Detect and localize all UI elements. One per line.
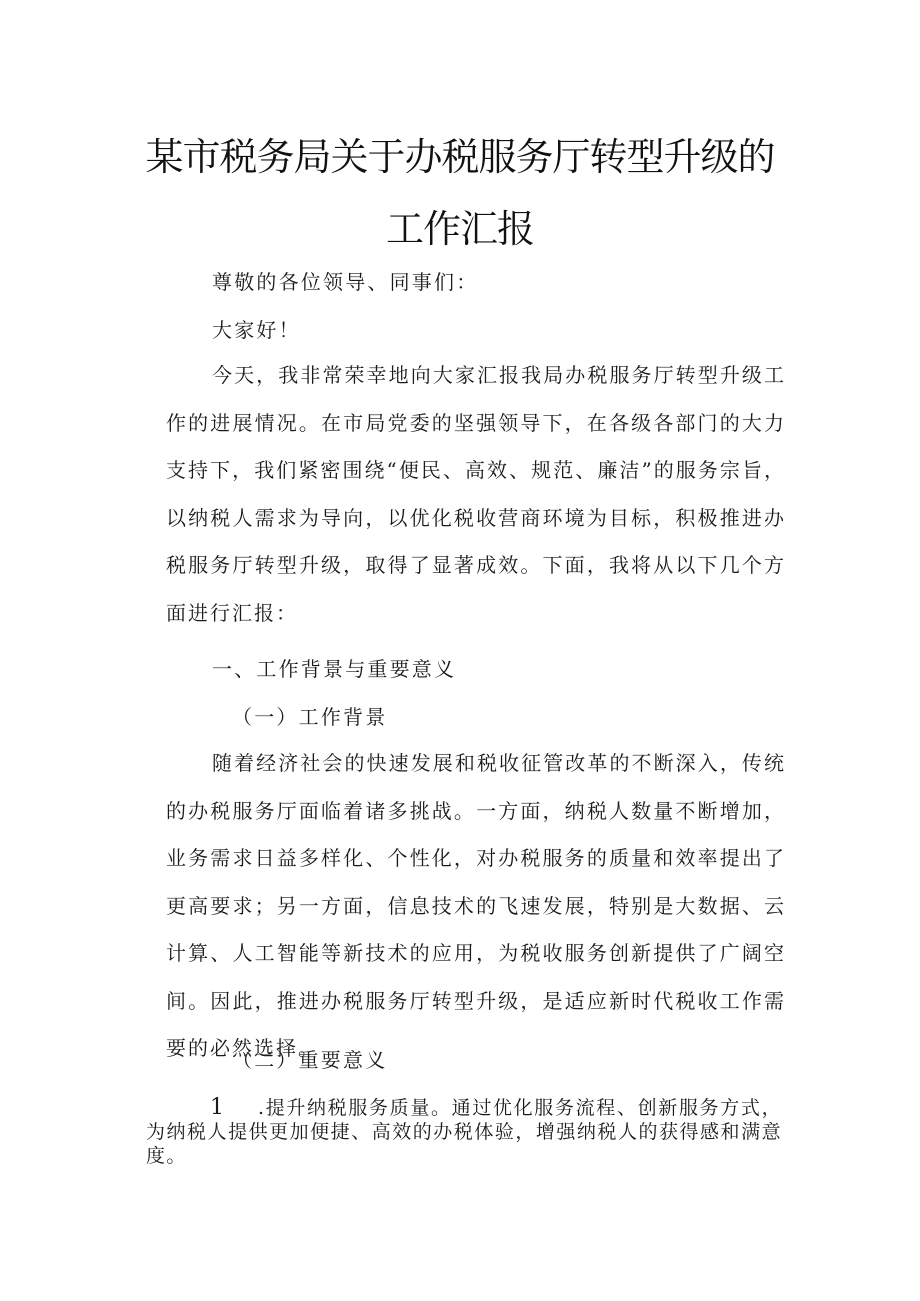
salutation: 尊敬的各位领导、同事们： <box>212 270 479 294</box>
list-item-text: .提升纳税服务质量。通过优化服务流程、创新服务方式，为纳税人提供更加便捷、高效的办税体验，增强纳税人的获得感和满意度。 <box>146 1097 782 1167</box>
background-paragraph: 随着经济社会的快速发展和税收征管改革的不断深入，传统的办税服务厅面临着诸多挑战。一方面，纳税人数量不断增加，业务需求日益多样化、个性化，对办税服务的质量和效率提出了更高要求；另一方面，信息技术的飞速发展，特别是大数据、云计算、人工智能等新技术的应用，为税收服务创新提供了广阔空间。因此，推进办税服务厅转型升级，是适应新时代税收工作需要的必然选择。 <box>166 751 786 1060</box>
intro-paragraph: 今天，我非常荣幸地向大家汇报我局办税服务厅转型升级工作的进展情况。在市局党委的坚强领导下，在各级各部门的大力支持下，我们紧密围绕“便民、高效、规范、廉洁”的服务宗旨，以纳税人需求为导向，以优化税收营商环境为目标，积极推进办税服务厅转型升级，取得了显著成效。下面，我将从以下几个方面进行汇报： <box>166 363 786 625</box>
subsection-heading-background: （一）工作背景 <box>232 705 388 729</box>
list-item-1 <box>146 1096 782 1168</box>
greeting: 大家好！ <box>212 318 301 342</box>
list-item-number: 1 <box>210 1095 226 1120</box>
document-title-line-1: 某市税务局关于办税服务厅转型升级的 <box>145 135 775 179</box>
document-title-line-2: 工作汇报 <box>385 207 534 251</box>
section-heading-1: 一、工作背景与重要意义 <box>212 657 457 681</box>
subsection-heading-significance: （二）重要意义 <box>232 1048 388 1072</box>
